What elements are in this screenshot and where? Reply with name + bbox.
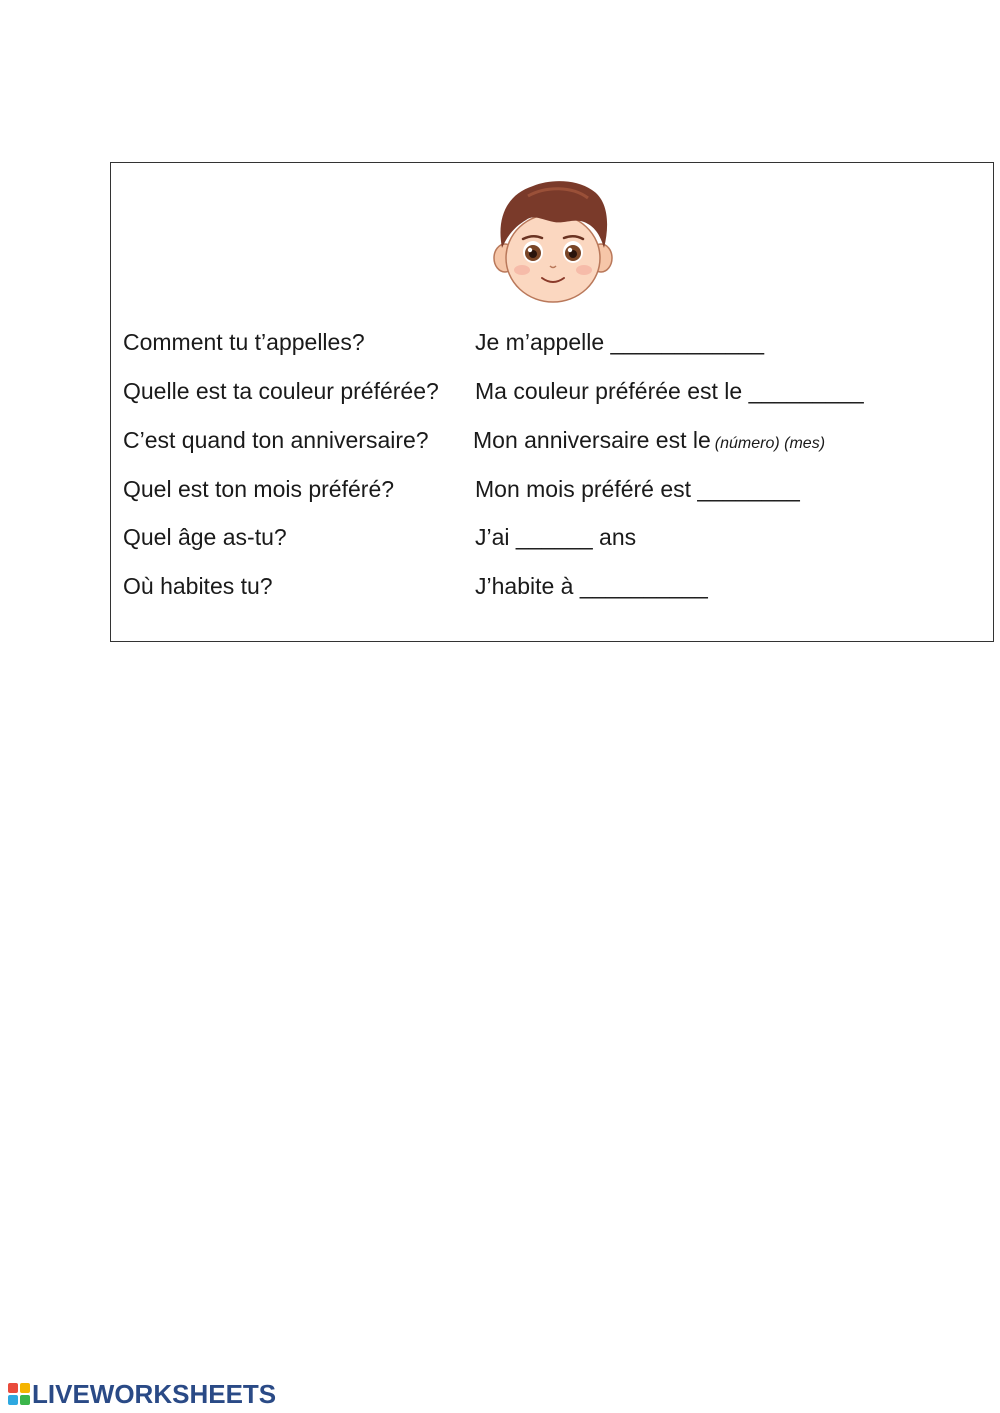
answer-text: J’ai ______ ans: [475, 524, 637, 550]
answer-text: [473, 423, 825, 461]
question-text: Quel est ton mois préféré?: [123, 476, 395, 502]
question-text: Où habites tu?: [123, 573, 273, 599]
liveworksheets-logo-icon: [8, 1383, 30, 1405]
answer-text: Ma couleur préférée est le _________: [475, 378, 864, 404]
footer-brand-text: LIVEWORKSHEETS: [32, 1378, 277, 1409]
question-text: Comment tu t’appelles?: [123, 329, 365, 355]
answer-prefix: Mon anniversaire est le: [473, 427, 711, 453]
footer-brand: [8, 1380, 276, 1408]
question-text: C’est quand ton anniversaire?: [123, 427, 429, 453]
boy-face-icon: [488, 176, 618, 306]
answer-text: Je m’appelle ____________: [475, 329, 765, 355]
answer-text: Mon mois préféré est ________: [475, 476, 800, 502]
qa-row-month: [123, 472, 983, 506]
qa-row-color: [123, 374, 983, 408]
qa-row-birthday: [123, 423, 983, 457]
qa-row-age: [123, 520, 983, 554]
qa-row-name: [123, 325, 983, 359]
qa-row-city: [123, 569, 983, 603]
answer-text: J’habite à __________: [475, 573, 708, 599]
answer-hint: (número) (mes): [714, 435, 826, 452]
question-text: Quelle est ta couleur préférée?: [123, 378, 439, 404]
question-text: Quel âge as-tu?: [123, 524, 287, 550]
